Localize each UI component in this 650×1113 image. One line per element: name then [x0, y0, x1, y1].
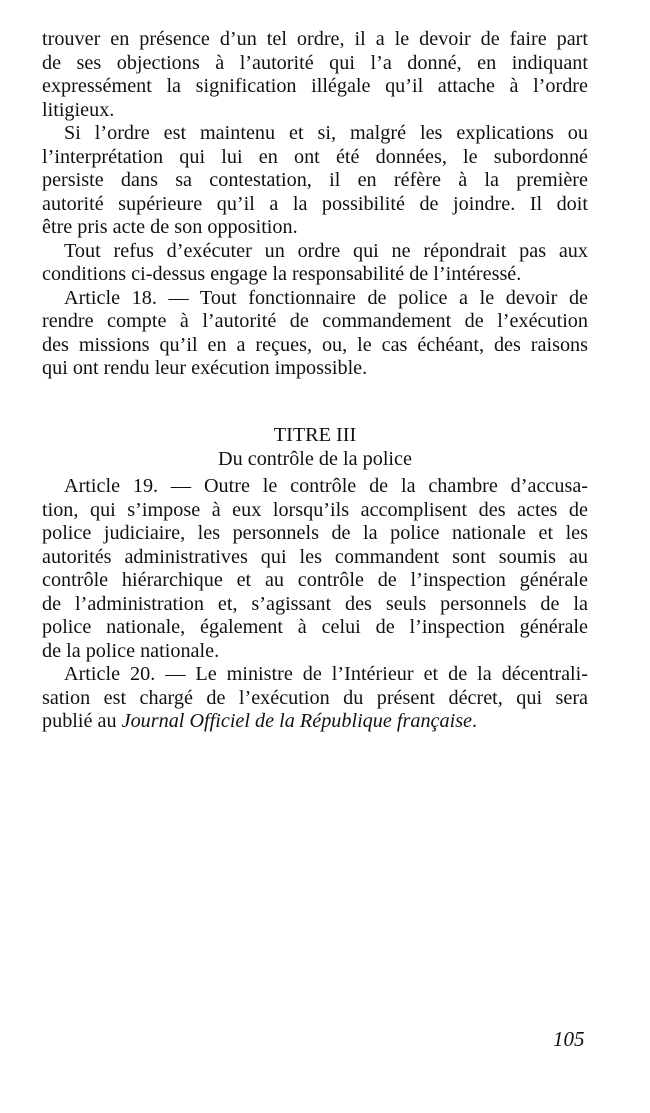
paragraph — [42, 240, 588, 287]
paragraph — [42, 28, 588, 122]
text-fragment: publié au — [42, 710, 122, 732]
text-line: Article 18. — Tout fonctionnaire de police a le devoir de — [64, 286, 588, 309]
text-line: expressément la signification illégale qu’il attache à l’ordre — [42, 75, 588, 97]
text-line: rendre compte à l’autorité de commandement de l’exécution — [42, 310, 588, 332]
text-line: de la police nationale. — [42, 639, 220, 662]
text-line-final — [42, 710, 588, 734]
text-line: Article 19. — Outre le contrôle de la chambre d’accusa- — [64, 475, 588, 497]
article-text-section-2 — [42, 475, 588, 734]
text-fragment: . — [472, 710, 478, 732]
article-text-section-1 — [42, 28, 588, 381]
text-line: persiste dans sa contestation, il en réfère à la première — [42, 169, 588, 191]
text-line: de ses objections à l’autorité qui l’a donné, en indiquant — [42, 51, 588, 74]
text-line: police judiciaire, les personnels de la police nationale et les — [42, 522, 588, 544]
text-line: sation est chargé de l’exécution du présent décret, qui sera — [42, 686, 588, 709]
text-line: Si l’ordre est maintenu et si, malgré les explications ou — [64, 122, 588, 144]
text-line: être pris acte de son opposition. — [42, 216, 298, 238]
text-line: des missions qu’il en a reçues, ou, le cas échéant, des raisons — [42, 333, 588, 356]
paragraph — [42, 475, 588, 663]
text-line: conditions ci-dessus engage la responsabilité de l’intéressé. — [42, 263, 522, 285]
text-line: Tout refus d’exécuter un ordre qui ne répondrait pas aux — [64, 239, 588, 262]
paragraph — [42, 122, 588, 240]
paragraph — [42, 287, 588, 381]
journal-title: Journal Officiel de la République française — [121, 710, 473, 732]
title-label: TITRE III — [273, 424, 357, 446]
page-number: 105 — [553, 1027, 585, 1051]
text-line: contrôle hiérarchique et au contrôle de l’inspection générale — [42, 569, 588, 591]
text-line: l’interprétation qui lui en ont été données, le subordonné — [42, 145, 588, 168]
title-subtitle: Du contrôle de la police — [218, 447, 412, 470]
text-line: autorités administratives qui les commandent sont soumis au — [42, 545, 588, 568]
text-line: qui ont rendu leur exécution impossible. — [42, 357, 368, 379]
section-heading — [42, 424, 588, 471]
text-line: police nationale, également à celui de l’inspection générale — [42, 616, 588, 638]
text-line: de l’administration et, s’agissant des seuls personnels de la — [42, 592, 588, 615]
text-line: autorité supérieure qu’il a la possibilité de joindre. Il doit — [42, 192, 588, 215]
text-line: tion, qui s’impose à eux lorsqu’ils accomplisent des actes de — [42, 498, 588, 521]
paragraph — [42, 663, 588, 734]
text-line: litigieux. — [42, 98, 115, 121]
text-line: trouver en présence d’un tel ordre, il a le devoir de faire part — [42, 28, 588, 50]
text-line: Article 20. — Le ministre de l’Intérieur et de la décentrali- — [64, 663, 588, 685]
